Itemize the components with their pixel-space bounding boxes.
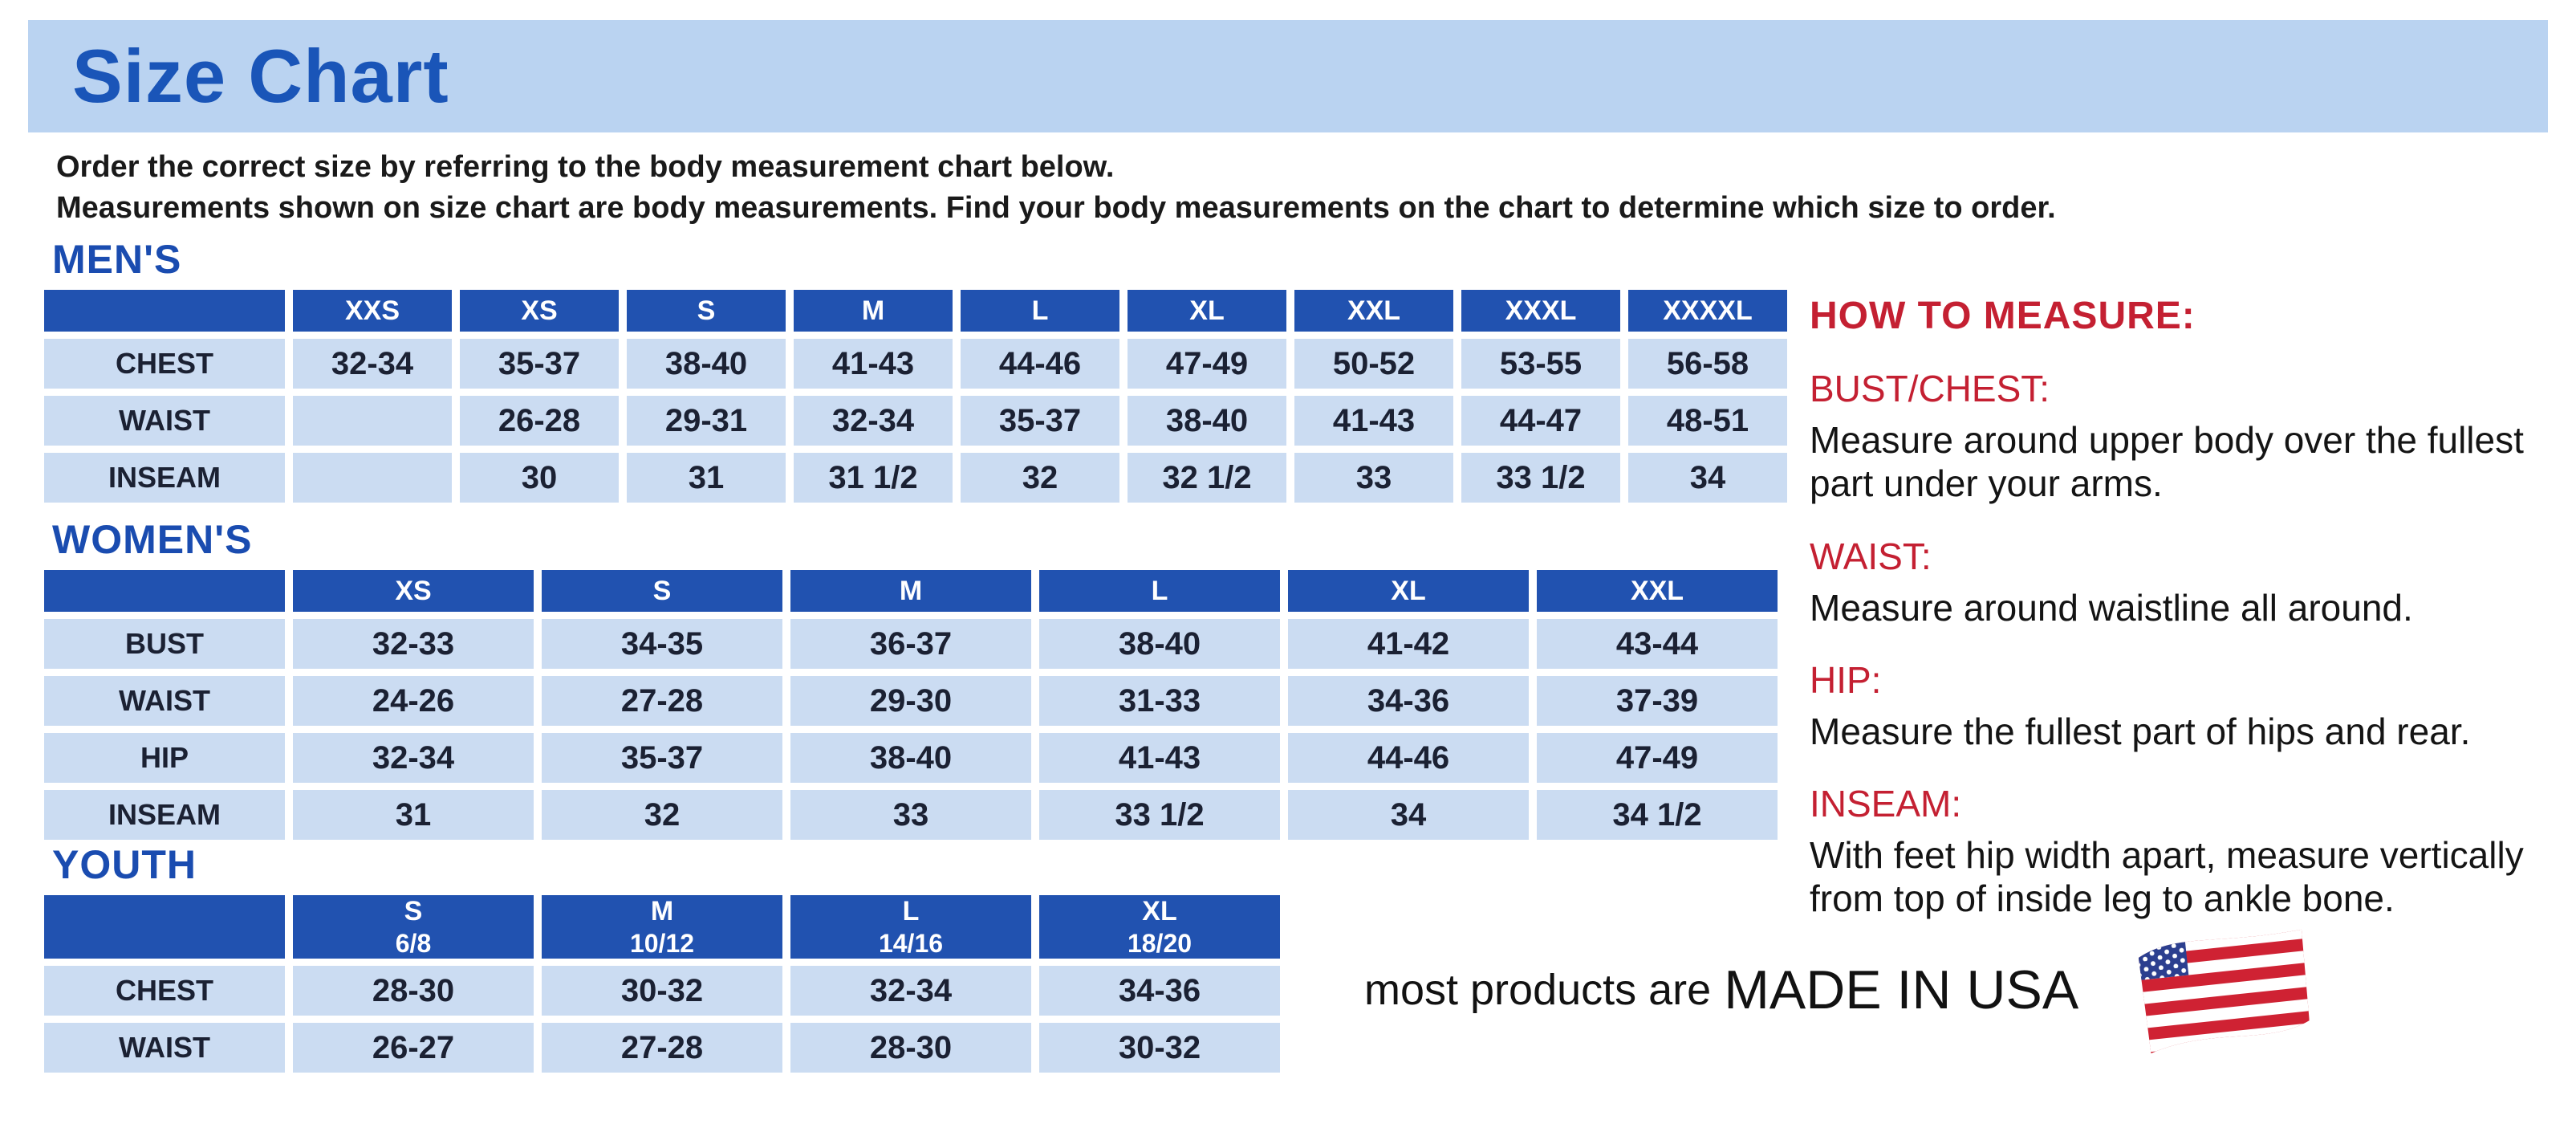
table-row: [44, 619, 1778, 669]
column-header-size: L: [902, 896, 920, 926]
row-label: HIP: [44, 733, 285, 783]
womens-heading: WOMEN'S: [52, 517, 253, 562]
table-cell: 32-34: [794, 396, 953, 446]
column-header: [293, 895, 534, 959]
measure-label-hip: HIP:: [1810, 658, 1882, 701]
column-header-size: M: [650, 896, 674, 926]
corner-cell: [44, 570, 285, 612]
table-cell: 31-33: [1039, 676, 1280, 726]
table-cell: 53-55: [1461, 339, 1620, 389]
column-header: XS: [293, 570, 534, 612]
table-cell: 27-28: [542, 1023, 782, 1073]
table-cell: 32-34: [790, 966, 1031, 1016]
column-header: [1039, 895, 1280, 959]
table-cell: 26-27: [293, 1023, 534, 1073]
column-header: M: [794, 290, 953, 332]
table-cell: 44-47: [1461, 396, 1620, 446]
how-to-measure-heading: HOW TO MEASURE:: [1810, 295, 2196, 337]
table-cell: 35-37: [961, 396, 1119, 446]
row-label: CHEST: [44, 339, 285, 389]
table-header-row: [44, 290, 1787, 332]
youth-heading: YOUTH: [52, 842, 197, 887]
column-header: XXL: [1537, 570, 1778, 612]
section-youth: [36, 841, 1288, 1080]
table-cell: 34: [1288, 790, 1529, 840]
corner-cell: [44, 290, 285, 332]
section-womens: [36, 516, 1786, 847]
table-cell: 31 1/2: [794, 453, 953, 503]
table-cell: 43-44: [1537, 619, 1778, 669]
table-cell: 30: [460, 453, 619, 503]
column-header: S: [627, 290, 786, 332]
table-cell: 27-28: [542, 676, 782, 726]
table-cell: 30-32: [542, 966, 782, 1016]
table-cell: [293, 453, 452, 503]
table-cell: 35-37: [542, 733, 782, 783]
column-header: XL: [1128, 290, 1286, 332]
column-header: XL: [1288, 570, 1529, 612]
intro-text: [56, 147, 2056, 230]
table-row: [44, 966, 1280, 1016]
column-header: XXXXL: [1628, 290, 1787, 332]
column-header: L: [961, 290, 1119, 332]
youth-size-table: [36, 888, 1288, 1080]
column-header: [542, 895, 782, 959]
column-header: [790, 895, 1031, 959]
column-header: XS: [460, 290, 619, 332]
table-cell: 33 1/2: [1039, 790, 1280, 840]
measure-text-waist: Measure around waistline all around.: [1810, 586, 2413, 629]
measure-text-hip: Measure the fullest part of hips and rear.: [1810, 710, 2471, 752]
table-cell: 44-46: [961, 339, 1119, 389]
table-cell: 38-40: [1039, 619, 1280, 669]
table-cell: 31: [627, 453, 786, 503]
womens-size-table: [36, 563, 1786, 847]
intro-line-1: Order the correct size by referring to the body measurement chart below.: [56, 150, 1115, 184]
row-label: CHEST: [44, 966, 285, 1016]
column-header: XXXL: [1461, 290, 1620, 332]
measure-text-bust-chest: Measure around upper body over the fullest part under your arms.: [1810, 419, 2524, 505]
table-cell: 33: [1294, 453, 1453, 503]
table-header-row: [44, 570, 1778, 612]
table-cell: 32-33: [293, 619, 534, 669]
made-in-usa-text: MADE IN USA: [1724, 959, 2079, 1020]
table-cell: 34: [1628, 453, 1787, 503]
table-cell: 41-43: [1294, 396, 1453, 446]
table-cell: 30-32: [1039, 1023, 1280, 1073]
table-cell: 44-46: [1288, 733, 1529, 783]
table-cell: 32-34: [293, 339, 452, 389]
column-header-range: 6/8: [395, 928, 432, 958]
table-cell: 32: [542, 790, 782, 840]
row-label: WAIST: [44, 1023, 285, 1073]
made-in-usa-footer: [1364, 923, 2311, 1057]
column-header-size: XL: [1142, 896, 1177, 926]
table-cell: 48-51: [1628, 396, 1787, 446]
table-cell: 34-36: [1288, 676, 1529, 726]
table-cell: 41-43: [794, 339, 953, 389]
row-label: INSEAM: [44, 453, 285, 503]
table-cell: 28-30: [293, 966, 534, 1016]
table-header-row: [44, 895, 1280, 959]
table-cell: 29-30: [790, 676, 1031, 726]
measure-label-bust-chest: BUST/CHEST:: [1810, 368, 2050, 409]
measure-text-inseam: With feet hip width apart, measure vertically from top of inside leg to ankle bone.: [1810, 834, 2524, 920]
table-cell: 28-30: [790, 1023, 1031, 1073]
table-cell: 41-43: [1039, 733, 1280, 783]
table-row: [44, 733, 1778, 783]
table-row: [44, 676, 1778, 726]
table-cell: 33 1/2: [1461, 453, 1620, 503]
row-label: WAIST: [44, 676, 285, 726]
measure-label-inseam: INSEAM:: [1810, 783, 1962, 825]
table-cell: 34-35: [542, 619, 782, 669]
table-row: [44, 453, 1787, 503]
column-header-range: 10/12: [629, 928, 695, 958]
footer-prefix-text: most products are: [1364, 966, 1712, 1014]
table-cell: 38-40: [790, 733, 1031, 783]
column-header: XXS: [293, 290, 452, 332]
mens-heading: MEN'S: [52, 237, 182, 282]
table-cell: 32-34: [293, 733, 534, 783]
table-cell: 47-49: [1537, 733, 1778, 783]
table-cell: 26-28: [460, 396, 619, 446]
intro-line-2: Measurements shown on size chart are body measurements. Find your body measurements on the chart to determine which size to order.: [56, 191, 2056, 226]
page-title: Size Chart: [72, 34, 449, 118]
table-cell: 35-37: [460, 339, 619, 389]
section-mens: [36, 236, 1795, 510]
table-cell: 41-42: [1288, 619, 1529, 669]
row-label: BUST: [44, 619, 285, 669]
table-row: [44, 1023, 1280, 1073]
table-cell: 50-52: [1294, 339, 1453, 389]
table-row: [44, 790, 1778, 840]
page-banner: [28, 20, 2548, 132]
table-cell: 38-40: [1128, 396, 1286, 446]
table-cell: 56-58: [1628, 339, 1787, 389]
table-cell: 31: [293, 790, 534, 840]
measure-label-waist: WAIST:: [1810, 535, 1932, 577]
table-row: [44, 339, 1787, 389]
corner-cell: [44, 895, 285, 959]
table-cell: 32 1/2: [1128, 453, 1286, 503]
column-header-size: S: [404, 896, 423, 926]
row-label: INSEAM: [44, 790, 285, 840]
how-to-measure-panel: [1810, 294, 2576, 921]
table-cell: 38-40: [627, 339, 786, 389]
column-header-range: 14/16: [878, 928, 944, 958]
table-cell: 34-36: [1039, 966, 1280, 1016]
column-header: L: [1039, 570, 1280, 612]
table-cell: [293, 396, 452, 446]
table-cell: 29-31: [627, 396, 786, 446]
row-label: WAIST: [44, 396, 285, 446]
column-header-range: 18/20: [1127, 928, 1193, 958]
column-header: XXL: [1294, 290, 1453, 332]
table-cell: 47-49: [1128, 339, 1286, 389]
table-cell: 36-37: [790, 619, 1031, 669]
column-header: M: [790, 570, 1031, 612]
table-cell: 37-39: [1537, 676, 1778, 726]
table-cell: 24-26: [293, 676, 534, 726]
table-cell: 32: [961, 453, 1119, 503]
mens-size-table: [36, 283, 1795, 510]
table-cell: 33: [790, 790, 1031, 840]
table-row: [44, 396, 1787, 446]
table-cell: 34 1/2: [1537, 790, 1778, 840]
column-header: S: [542, 570, 782, 612]
us-flag-icon: [2123, 923, 2311, 1057]
